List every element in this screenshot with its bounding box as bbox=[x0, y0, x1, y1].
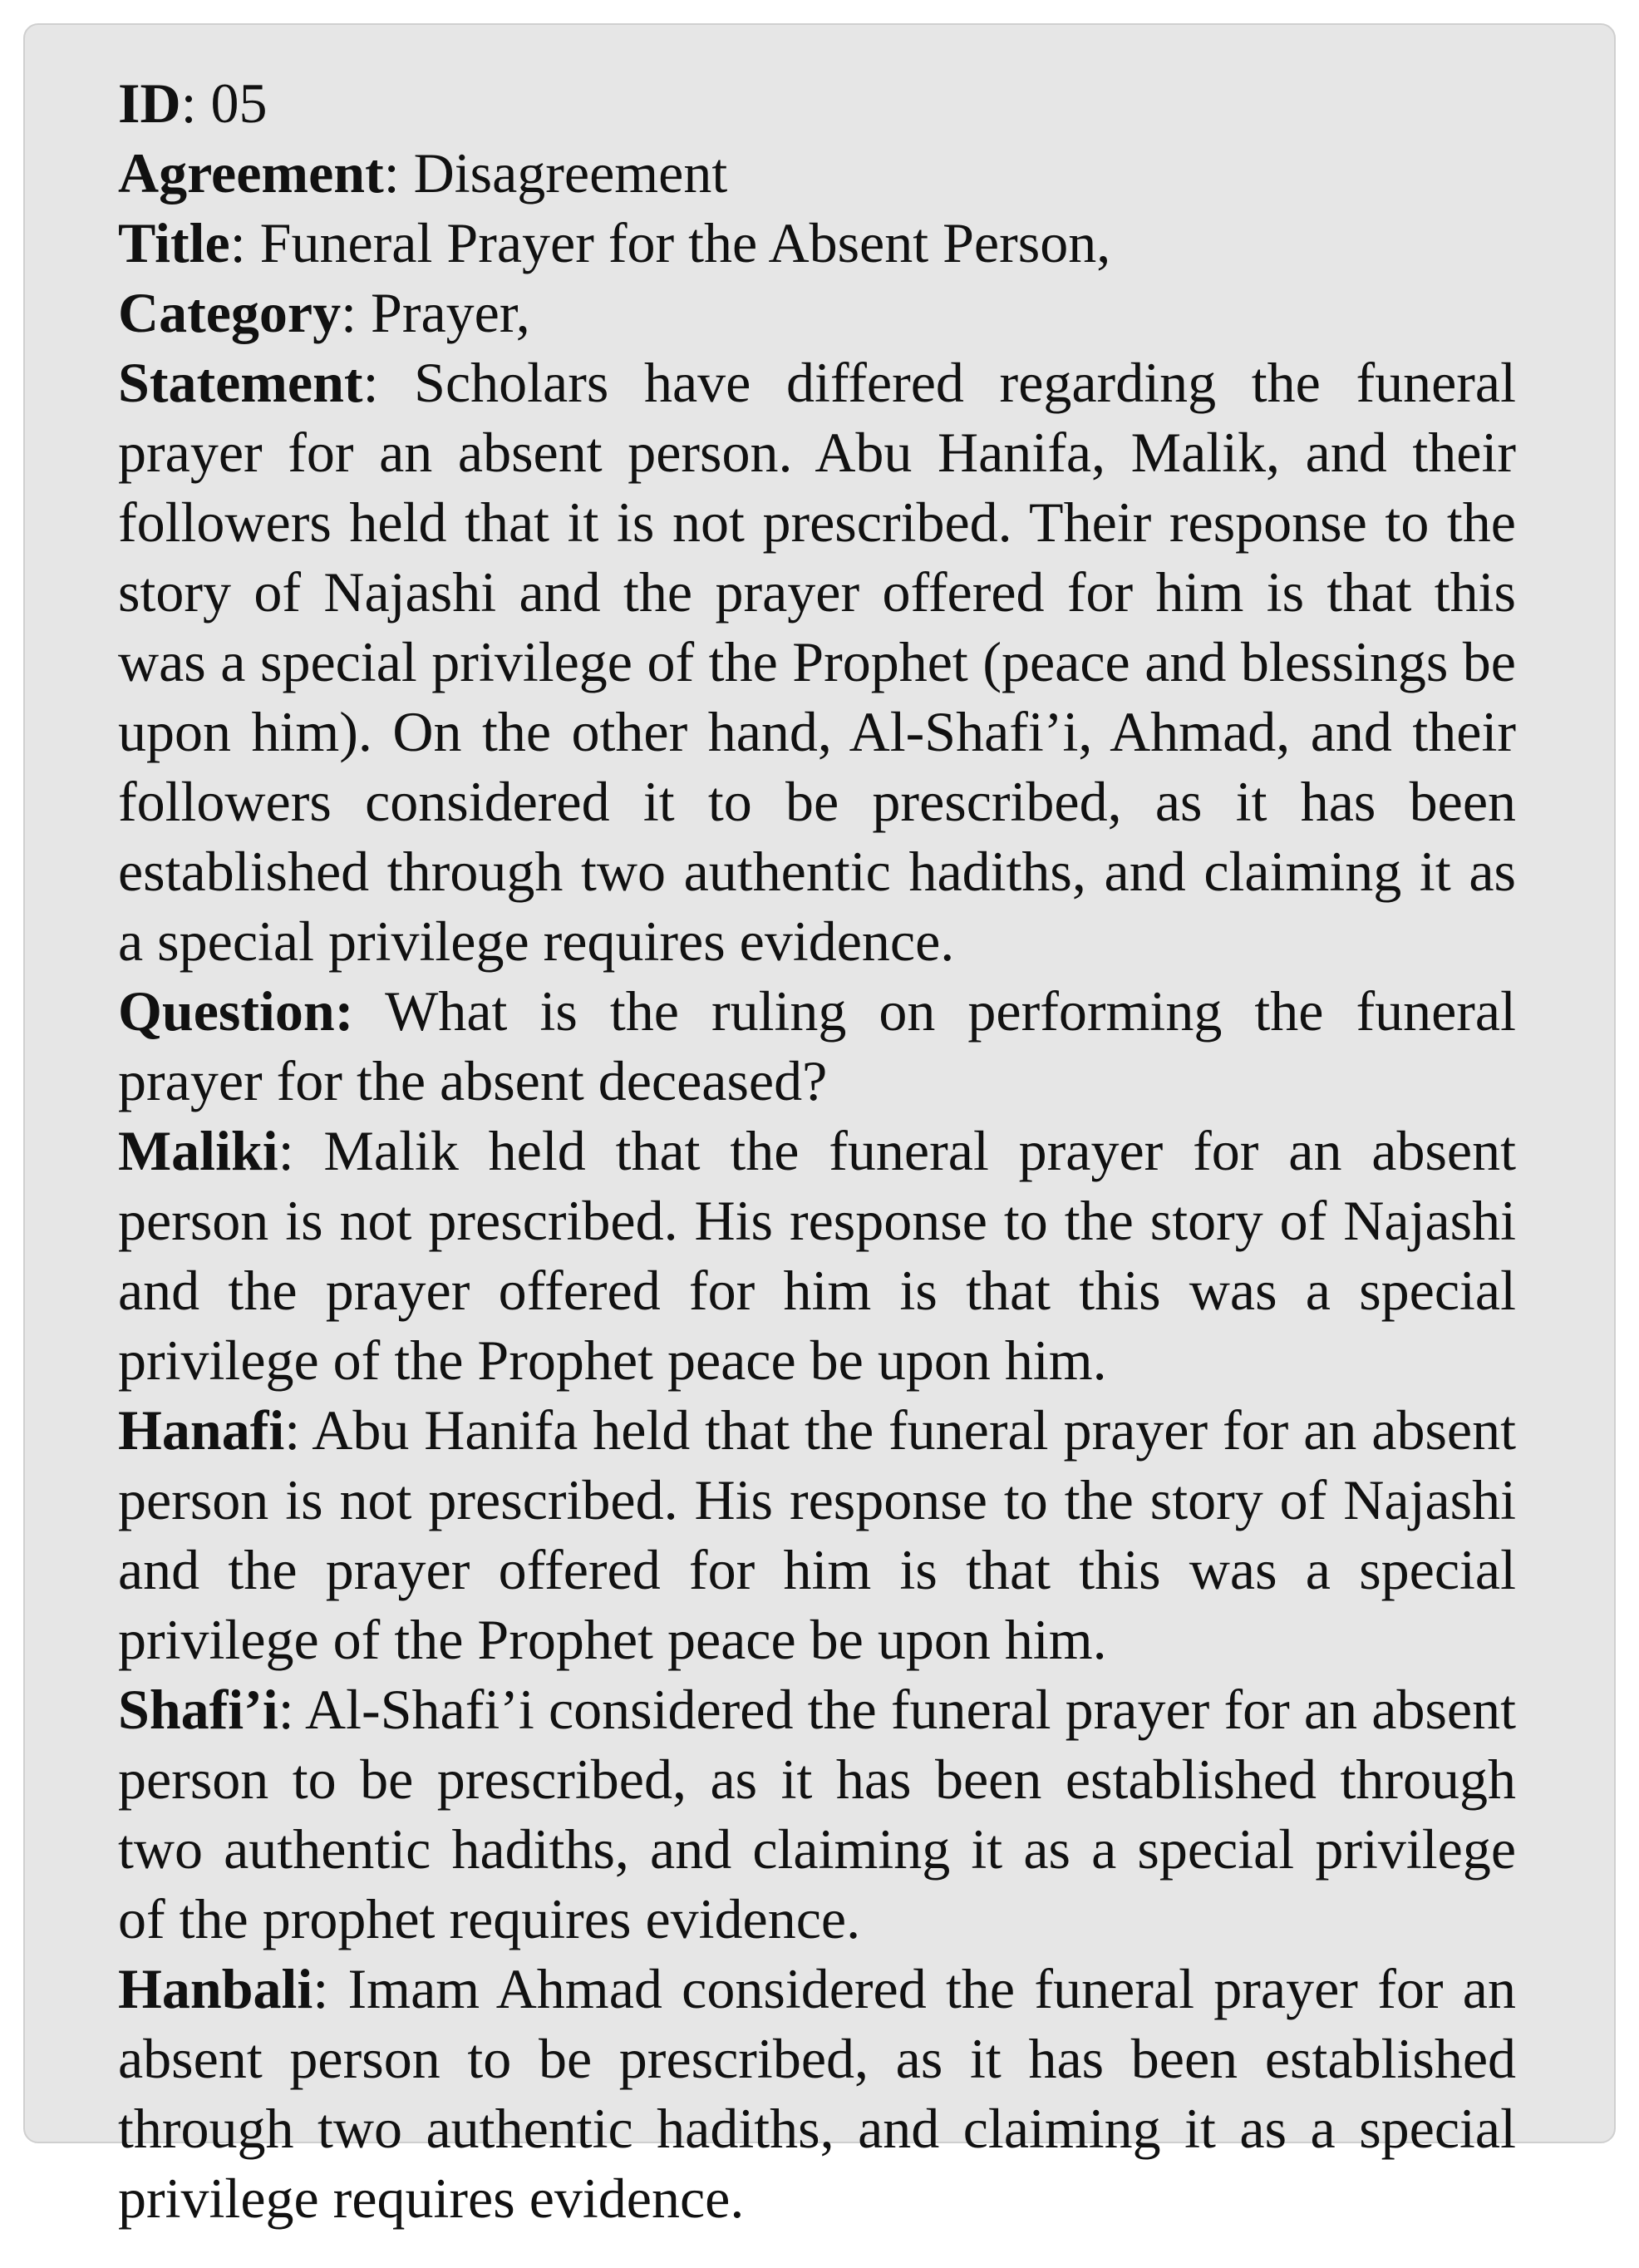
record-card bbox=[23, 23, 1616, 2230]
hanbali-value: Imam Ahmad considered the funeral prayer for an absent person to be prescribed, as it has been established through two authentic hadiths, and claiming it as a special privilege requires evidence. bbox=[118, 1957, 1516, 2230]
shafii-label: Shafi’i bbox=[118, 1678, 278, 1741]
hanafi-label: Hanafi bbox=[118, 1398, 285, 1462]
question-field bbox=[118, 976, 1516, 1116]
shafii-separator: : bbox=[278, 1678, 306, 1741]
hanbali-label: Hanbali bbox=[118, 1957, 313, 2020]
question-value: What is the ruling on performing the funeral prayer for the absent deceased? bbox=[118, 979, 1516, 1112]
statement-label: Statement bbox=[118, 351, 363, 414]
question-separator bbox=[353, 979, 385, 1043]
statement-separator: : bbox=[362, 351, 415, 414]
hanafi-value: Abu Hanifa held that the funeral prayer for an absent person is not prescribed. His response to the story of Najashi and the prayer offered for him is that this was a special privilege of the Prophet peace be upon him. bbox=[118, 1398, 1516, 1671]
maliki-label: Maliki bbox=[118, 1119, 278, 1182]
hanbali-field bbox=[118, 1954, 1516, 2233]
shafii-value: Al-Shafi’i considered the funeral prayer for an absent person to be prescribed, as it has been established through two authentic hadiths, and claiming it as a special privilege of the prophet requires evidence. bbox=[118, 1678, 1517, 1950]
statement-value: Scholars have differed regarding the funeral prayer for an absent person. Abu Hanifa, Malik, and their followers held that it is not prescribed. Their response to the story of Najashi and the prayer offered for him is that this was a special privilege of the Prophet (peace and blessings be upon him). On the other hand, Al-Shafi’i, Ahmad, and their followers considered it to be prescribed, as it has been established through two authentic hadiths, and claiming it as a special privilege requires evidence. bbox=[118, 351, 1516, 973]
title-separator: : bbox=[229, 211, 260, 274]
agreement-field bbox=[118, 138, 1516, 208]
shafii-field bbox=[118, 1674, 1516, 1954]
title-field bbox=[118, 208, 1516, 278]
id-label: ID bbox=[118, 71, 181, 135]
agreement-value: Disagreement bbox=[413, 141, 728, 205]
hanafi-field bbox=[118, 1395, 1516, 1674]
id-separator: : bbox=[180, 71, 211, 135]
agreement-label: Agreement bbox=[118, 141, 384, 205]
title-value: Funeral Prayer for the Absent Person, bbox=[259, 211, 1111, 274]
hanafi-separator: : bbox=[284, 1398, 313, 1462]
question-label: Question: bbox=[118, 979, 354, 1043]
category-label: Category bbox=[118, 281, 342, 344]
hanbali-separator: : bbox=[313, 1957, 348, 2020]
agreement-separator: : bbox=[383, 141, 414, 205]
maliki-value: Malik held that the funeral prayer for an absent person is not prescribed. His response to the story of Najashi and the prayer offered for him is that this was a special privilege of the Prophet peace be upon him. bbox=[118, 1119, 1516, 1392]
id-value: 05 bbox=[210, 71, 268, 135]
category-separator: : bbox=[341, 281, 372, 344]
statement-field bbox=[118, 348, 1516, 976]
category-field bbox=[118, 278, 1516, 348]
title-label: Title bbox=[118, 211, 230, 274]
id-field bbox=[118, 68, 1516, 138]
maliki-separator: : bbox=[278, 1119, 324, 1182]
maliki-field bbox=[118, 1116, 1516, 1395]
category-value: Prayer, bbox=[371, 281, 530, 344]
